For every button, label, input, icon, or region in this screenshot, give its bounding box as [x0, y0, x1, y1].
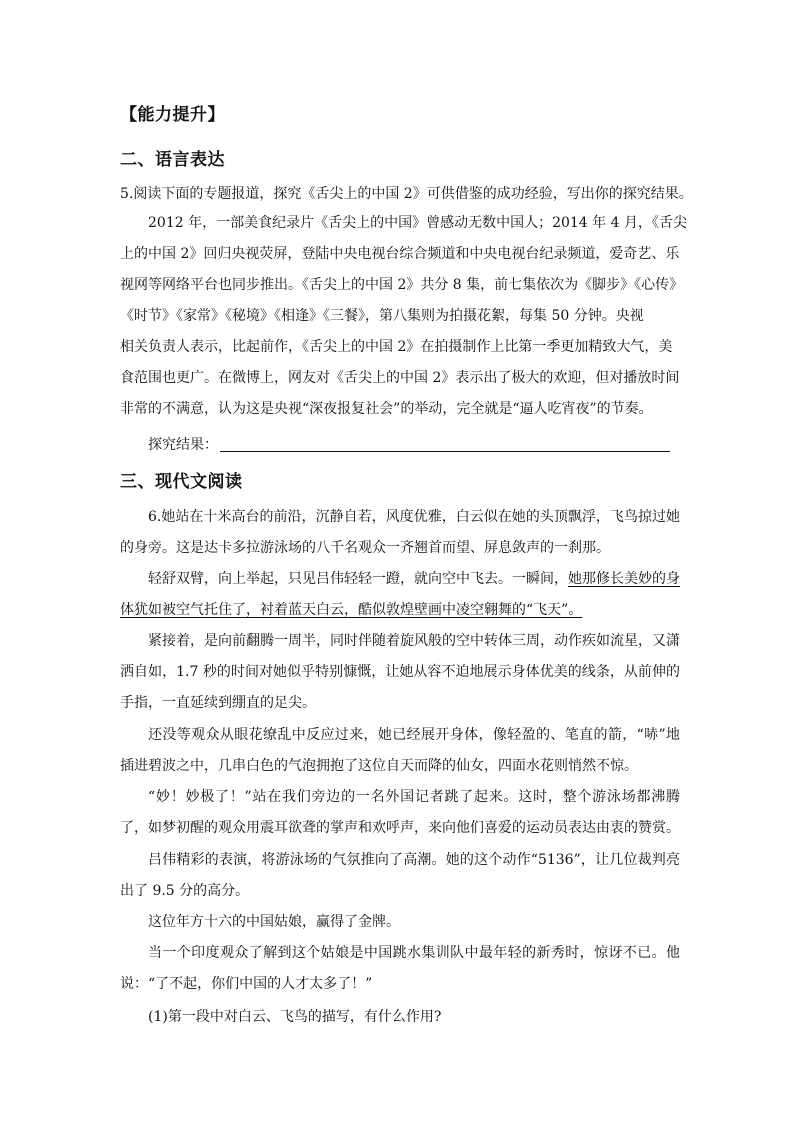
passage-paragraph-6: 吕伟精彩的表演，将游泳场的气氛推向了高潮。她的这个动作“5136”，让几位裁判亮出了 9.5 分的高分。 [120, 852, 680, 899]
passage-paragraph-8: 当一个印度观众了解到这个姑娘是中国跳水集训队中最年轻的新秀时，惊讶不已。他说：“了不起，你们中国的人才太多了！” [120, 945, 680, 992]
report-line: 上的中国 2》回归央视荧屏，登陆中央电视台综合频道和中央电视台纪录频道，爱奇艺、乐 [120, 246, 680, 262]
passage-paragraph-7: 这位年方十六的中国姑娘，赢得了金牌。 [148, 914, 400, 930]
section-3-heading: 三、现代文阅读 [120, 472, 243, 492]
report-line: 非常的不满意，认为这是央视“深夜报复社会”的举动，完全就是“逼人吃宵夜”的节奏。 [120, 401, 653, 417]
report-line: 食范围也更广。在微博上，网友对《舌尖上的中国 2》表示出了极大的欢迎，但对播放时间 [120, 370, 680, 386]
paragraph-2-underlined-text: 她那修长美妙的身体犹如被空气托住了，衬着蓝天白云，酷似敦煌壁画中凌空翱舞的“飞天”。 [120, 571, 680, 618]
passage-paragraph-4: 还没等观众从眼花缭乱中反应过来，她已经展开身体，像轻盈的、笔直的箭，“哧”地插进碧波之中，几串白色的气泡拥抱了这位自天而降的仙女，四面水花则悄然不惊。 [120, 727, 680, 774]
report-line: 《时节》《家常》《秘境》《相逢》《三餐》，第八集则为拍摄花絮，每集 50 分钟。央视 [120, 308, 644, 324]
report-line: 视网等网络平台也同步推出。《舌尖上的中国 2》共分 8 集，前七集依次为《脚步》《心传》 [120, 277, 684, 293]
section-2-heading: 二、语言表达 [120, 150, 225, 170]
sub-question-1: (1)第一段中对白云、飞鸟的描写，有什么作用? [148, 1009, 442, 1025]
result-row [120, 435, 708, 455]
passage-paragraph-2 [120, 564, 680, 626]
passage-paragraph-1: 6.她站在十米高台的前沿，沉静自若，风度优雅，白云似在她的头顶飘浮，飞鸟掠过她的身旁。这是达卡多拉游泳场的八千名观众一齐翘首而望、屏息敛声的一刹那。 [120, 509, 680, 556]
paragraph-2-plain-text: 轻舒双臂，向上举起，只见吕伟轻轻一蹬，就向空中飞去。一瞬间， [148, 571, 568, 587]
passage-paragraph-3: 紧接着，是向前翻腾一周半，同时伴随着旋风般的空中转体三周，动作疾如流星，又潇洒自如，1.7 秒的时间对她似乎特别慷慨，让她从容不迫地展示身体优美的线条，从前伸的手指，一直延续到绷直的足尖。 [120, 633, 680, 711]
section-ability-heading: 【能力提升】 [120, 105, 225, 125]
answer-blank[interactable] [220, 450, 670, 452]
passage-paragraph-5: “妙！妙极了！”站在我们旁边的一名外国记者跳了起来。这时，整个游泳场都沸腾了，如梦初醒的观众用震耳欲聋的掌声和欢呼声，来向他们喜爱的运动员表达由衷的赞赏。 [120, 789, 680, 836]
report-line: 相关负责人表示，比起前作，《舌尖上的中国 2》在拍摄制作上比第一季更加精致大气，美 [120, 339, 673, 355]
question-5-prompt: 5.阅读下面的专题报道，探究《舌尖上的中国 2》可供借鉴的成功经验，写出你的探究结果。 [120, 186, 693, 202]
result-label: 探究结果： [148, 437, 218, 453]
report-line: 2012 年，一部美食纪录片《舌尖上的中国》曾感动无数中国人；2014 年 4 月，《舌尖 [148, 215, 687, 231]
question-5-report [120, 208, 687, 425]
